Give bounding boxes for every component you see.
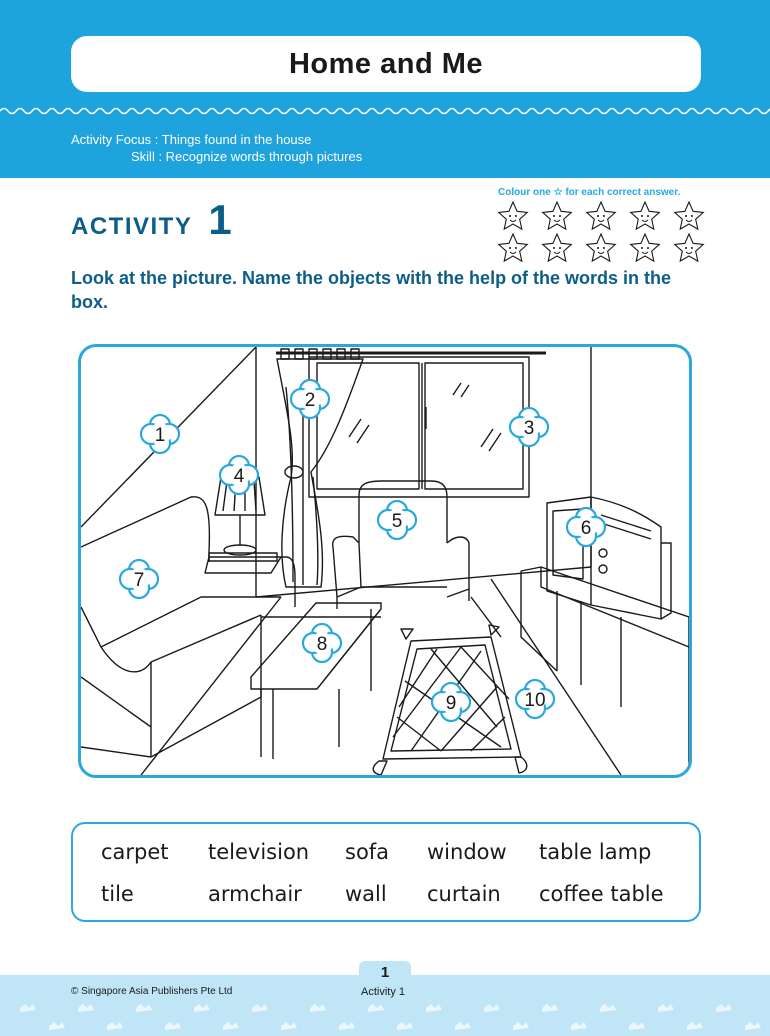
rating-star-icon[interactable] <box>675 202 704 229</box>
word-sofa: sofa <box>345 840 390 864</box>
rating-star-icon[interactable] <box>587 234 616 261</box>
footer-activity-label: Activity 1 <box>361 986 406 998</box>
picture-label-number: 9 <box>445 693 457 714</box>
page-number: 1 <box>380 963 390 981</box>
picture-label-number: 2 <box>304 390 316 411</box>
picture-label-8 <box>303 624 341 662</box>
activity-focus-text: Activity Focus : Things found in the house <box>71 132 312 147</box>
footer-pattern-shape <box>223 1022 239 1030</box>
footer-pattern-shape <box>20 1004 36 1012</box>
stars-caption: Colour one ☆ for each correct answer. <box>498 187 681 198</box>
picture-label-number: 3 <box>523 418 535 439</box>
picture-label-7 <box>120 560 158 598</box>
footer-pattern-shape <box>484 1004 500 1012</box>
word-wall: wall <box>345 882 387 906</box>
footer-pattern <box>0 1000 770 1036</box>
rating-star-icon[interactable] <box>675 234 704 261</box>
living-room-picture <box>78 344 692 778</box>
picture-label-number: 7 <box>133 570 145 591</box>
word-tile: tile <box>101 882 134 906</box>
rating-star-icon[interactable] <box>499 234 528 261</box>
footer-pattern-shape <box>658 1004 674 1012</box>
page-number-tab <box>359 961 411 983</box>
footer-pattern-shape <box>310 1004 326 1012</box>
picture-label-10 <box>516 680 554 718</box>
footer-pattern-shape <box>455 1022 471 1030</box>
picture-label-2 <box>291 380 329 418</box>
footer-pattern-shape <box>339 1022 355 1030</box>
living-room-illustration <box>81 347 689 775</box>
picture-label-number: 6 <box>580 518 592 539</box>
skill-text: Skill : Recognize words through pictures <box>131 149 363 164</box>
footer-pattern-shape <box>194 1004 210 1012</box>
footer-pattern-shape <box>368 1004 384 1012</box>
tv-cabinet-drawing <box>521 567 689 775</box>
picture-label-6 <box>567 508 605 546</box>
star-rating-grid[interactable] <box>496 201 706 267</box>
word-box <box>71 822 701 922</box>
footer-pattern-shape <box>542 1004 558 1012</box>
footer-pattern-shape <box>716 1004 732 1012</box>
activity-heading <box>71 196 232 244</box>
footer-pattern-shape <box>571 1022 587 1030</box>
picture-label-number: 1 <box>154 425 166 446</box>
footer-pattern-shape <box>687 1022 703 1030</box>
word-carpet: carpet <box>101 840 169 864</box>
footer-pattern-shape <box>745 1022 761 1030</box>
word-armchair: armchair <box>208 882 302 906</box>
sofa-drawing <box>81 497 295 757</box>
rating-star-icon[interactable] <box>499 202 528 229</box>
word-table-lamp: table lamp <box>539 840 652 864</box>
footer-pattern-shape <box>78 1004 94 1012</box>
rating-star-icon[interactable] <box>543 234 572 261</box>
footer-pattern-shape <box>600 1004 616 1012</box>
wave-divider <box>0 104 770 118</box>
instruction-text: Look at the picture. Name the objects with the help of the words in the box. <box>71 268 672 312</box>
footer-pattern-shape <box>136 1004 152 1012</box>
header-band <box>0 0 770 178</box>
activity-number: 1 <box>208 196 232 243</box>
word-coffee-table: coffee table <box>539 882 664 906</box>
picture-label-number: 10 <box>524 690 546 711</box>
rating-star-icon[interactable] <box>631 202 660 229</box>
footer-pattern-shape <box>513 1022 529 1030</box>
armchair-drawing <box>333 481 469 609</box>
rating-star-icon[interactable] <box>631 234 660 261</box>
footer-pattern-shape <box>397 1022 413 1030</box>
word-curtain: curtain <box>427 882 501 906</box>
page-title: Home and Me <box>288 47 484 80</box>
footer-pattern-shape <box>165 1022 181 1030</box>
small-star-icon: ☆ <box>553 187 563 198</box>
title-banner <box>71 36 701 92</box>
rating-star-icon[interactable] <box>587 202 616 229</box>
footer-pattern-shape <box>49 1022 65 1030</box>
picture-label-number: 8 <box>316 634 328 655</box>
copyright-text: © Singapore Asia Publishers Pte Ltd <box>71 986 233 997</box>
footer-pattern-shape <box>252 1004 268 1012</box>
picture-label-number: 5 <box>391 511 403 532</box>
picture-label-number: 4 <box>233 466 245 487</box>
picture-label-5 <box>378 501 416 539</box>
footer-pattern-shape <box>629 1022 645 1030</box>
picture-label-1 <box>141 415 179 453</box>
footer-pattern-shape <box>281 1022 297 1030</box>
word-television: television <box>208 840 310 864</box>
television-drawing <box>547 497 671 619</box>
footer-pattern-shape <box>107 1022 123 1030</box>
picture-label-3 <box>510 408 548 446</box>
rating-star-icon[interactable] <box>543 202 572 229</box>
word-window: window <box>427 840 507 864</box>
window-drawing <box>309 357 529 497</box>
footer-pattern-shape <box>426 1004 442 1012</box>
activity-word: ACTIVITY <box>71 213 193 240</box>
